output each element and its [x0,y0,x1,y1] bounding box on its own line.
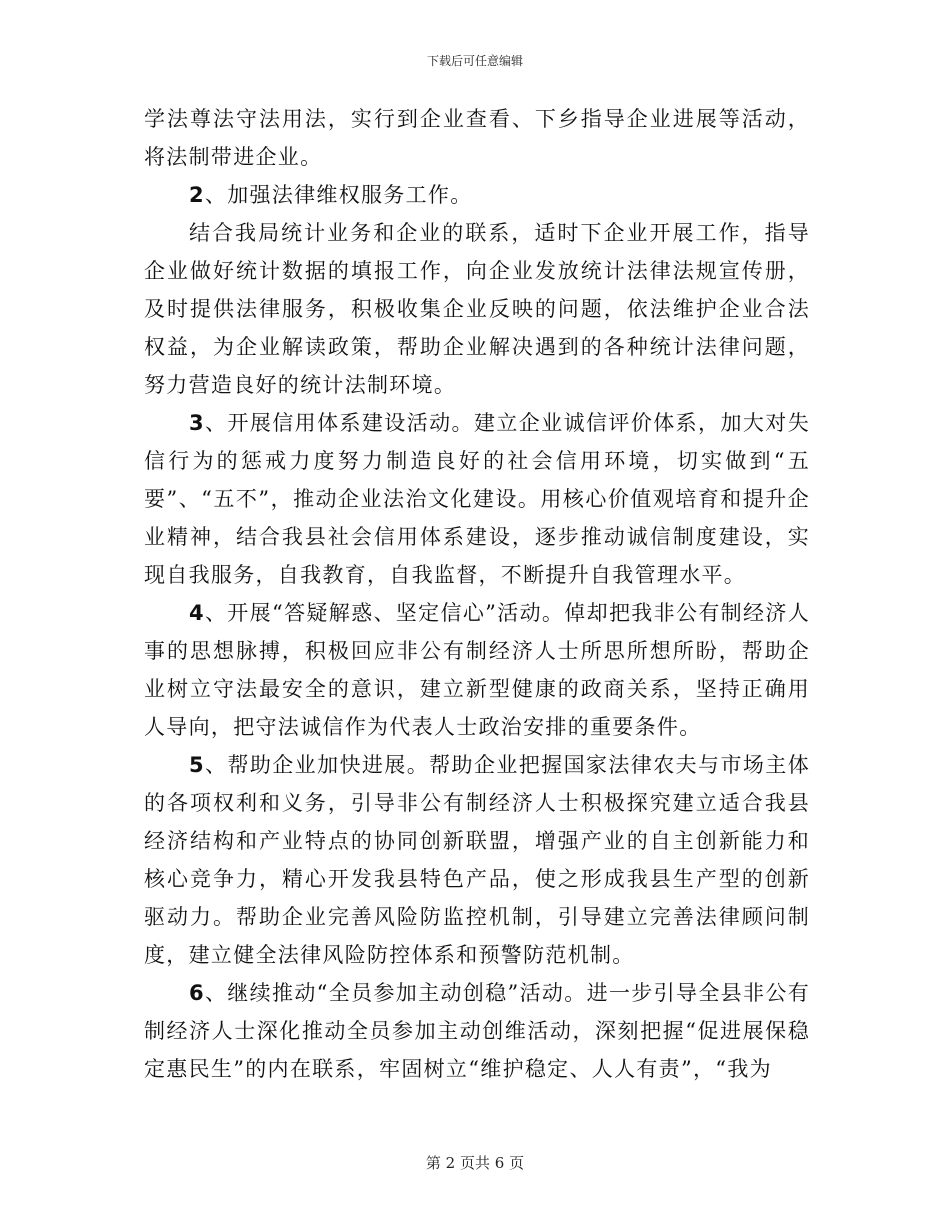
item-number: 5 [189,753,205,777]
page-header: 下载后可任意编辑 [426,54,523,68]
paragraph-continuation [144,100,810,176]
paragraph-item-4 [144,594,810,746]
item-number: 2 [189,183,205,207]
item-number: 3 [189,411,205,435]
paragraph-item-2-heading [144,176,810,214]
paragraph-item-6 [144,974,810,1088]
paragraph-text: 、加强法律维权服务工作。 [204,183,473,207]
page-footer: 第 2 页共 6 页 [425,1154,525,1172]
paragraph-item-3 [144,404,810,594]
paragraph-text: 学法尊法守法用法，实行到企业查看、下乡指导企业进展等活动，将法制带进企业。 [144,107,810,169]
paragraph-text: 、开展“答疑解惑、坚定信心”活动。倬却把我非公有制经济人事的思想脉搏，积极回应非公有制经济人士所思所想所盼，帮助企业树立守法最安全的意识，建立新型健康的政商关系，坚持正确用人导向，把守法诚信作为代表人士政治安排的重要条件。 [144,601,810,739]
paragraph-item-5 [144,746,810,974]
paragraph-text: 、继续推动“全员参加主动创稳”活动。进一步引导全县非公有制经济人士深化推动全员参加主动创维活动，深刻把握“促进展保稳定惠民生”的内在联系，牢固树立“维护稳定、人人有责”，“我为 [144,981,810,1081]
paragraph-text: 、开展信用体系建设活动。建立企业诚信评价体系，加大对失信行为的惩戒力度努力制造良好的社会信用环境，切实做到“五要”、“五不”，推动企业法治文化建设。用核心价值观培育和提升企业精神，结合我县社会信用体系建设，逐步推动诚信制度建设，实现自我服务，自我教育，自我监督，不断提升自我管理水平。 [144,411,810,587]
item-number: 4 [189,601,205,625]
item-number: 6 [189,981,205,1005]
document-body [144,100,810,1088]
paragraph-text: 结合我局统计业务和企业的联系，适时下企业开展工作，指导企业做好统计数据的填报工作，向企业发放统计法律法规宣传册，及时提供法律服务，积极收集企业反映的问题，依法维护企业合法权益，为企业解读政策，帮助企业解决遇到的各种统计法律问题，努力营造良好的统计法制环境。 [144,221,810,397]
paragraph-text: 、帮助企业加快进展。帮助企业把握国家法律农夫与市场主体的各项权利和义务，引导非公有制经济人士积极探究建立适合我县经济结构和产业特点的协同创新联盟，增强产业的自主创新能力和核心竞争力，精心开发我县特色产品，使之形成我县生产型的创新驱动力。帮助企业完善风险防监控机制，引导建立完善法律顾问制度，建立健全法律风险防控体系和预警防范机制。 [144,753,810,967]
paragraph-item-2-body [144,214,810,404]
